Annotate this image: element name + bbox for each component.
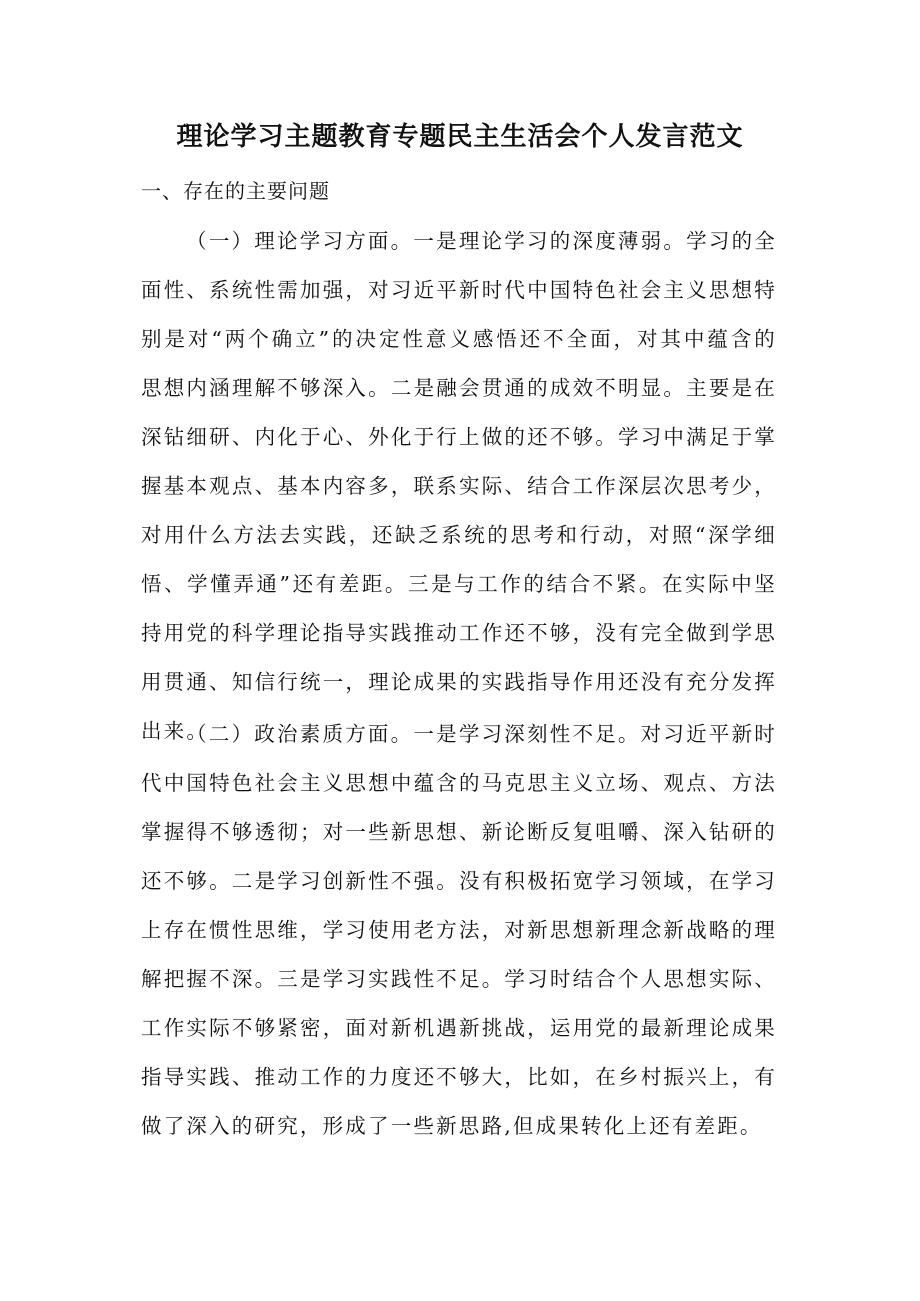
paragraph-political-quality: （二）政治素质方面。一是学习深刻性不足。对习近平新时代中国特色社会主义思想中蕴含的马克思主义立场、观点、方法掌握得不够透彻；对一些新思想、新论断反复咀嚼、深入钻研的还不够。二是学习创新性不强。没有积极拓宽学习领域，在学习上存在惯性思维，学习使用老方法，对新思想新理念新战略的理解把握不深。三是学习实践性不足。学习时结合个人思想实际、工作实际不够紧密，面对新机遇新挑战，运用党的最新理论成果指导实践、推动工作的力度还不够大，比如，在乡村振兴上，有做了深入的研究，形成了一些新思路,但成果转化上还有差距。 bbox=[141, 722, 777, 1138]
document-title: 理论学习主题教育专题民主生活会个人发言范文 bbox=[176, 122, 744, 152]
paragraph-theory-study: （一）理论学习方面。一是理论学习的深度薄弱。学习的全面性、系统性需加强，对习近平新时代中国特色社会主义思想特别是对“两个确立”的决定性意义感悟还不全面，对其中蕴含的思想内涵理解不够深入。二是融会贯通的成效不明显。主要是在深钻细研、内化于心、外化于行上做的还不够。学习中满足于掌握基本观点、基本内容多，联系实际、结合工作深层次思考少，对用什么方法去实践，还缺乏系统的思考和行动，对照“深学细悟、学懂弄通”还有差距。三是与工作的结合不紧。在实际中坚持用党的科学理论指导实践推动工作还不够，没有完全做到学思用贯通、知信行统一，理论成果的实践指导作用还没有充分发挥出来。 bbox=[141, 229, 777, 743]
section-heading: 一、存在的主要问题 bbox=[141, 179, 330, 203]
